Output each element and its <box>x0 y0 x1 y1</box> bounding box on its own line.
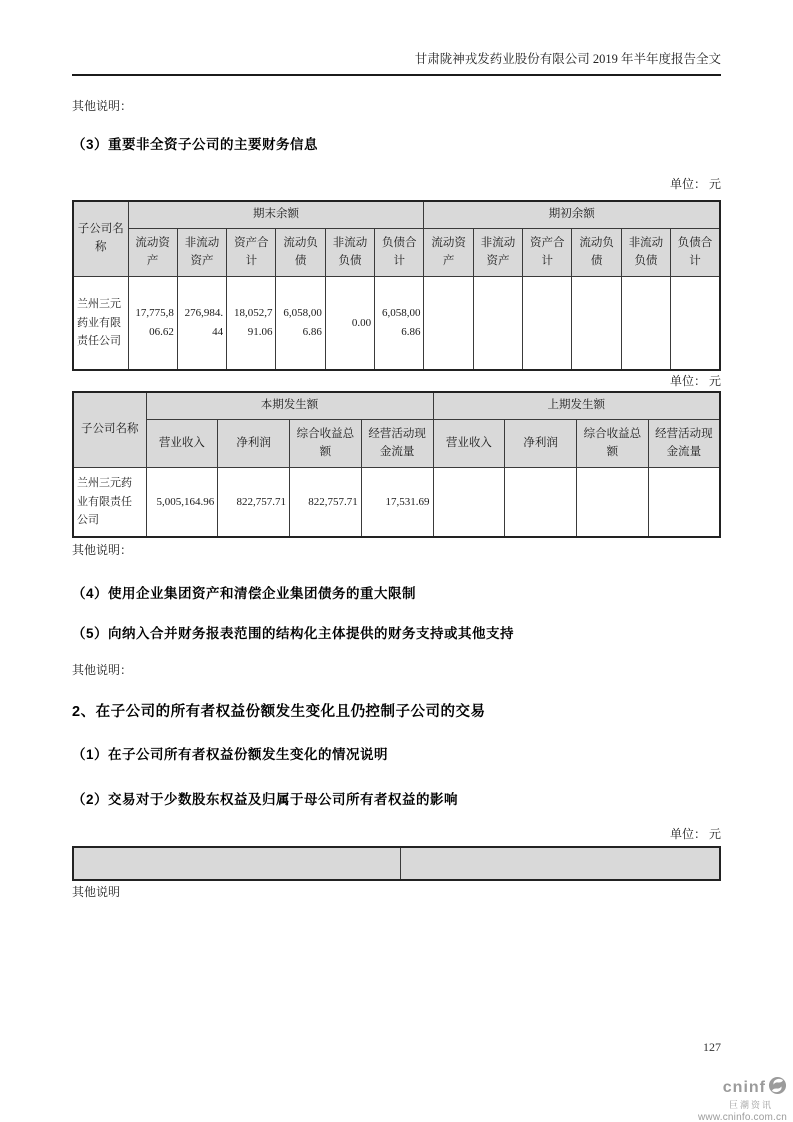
table-row <box>73 847 720 880</box>
col-header: 资产合计 <box>227 229 276 277</box>
group-header-prior-period: 上期发生额 <box>433 392 720 420</box>
corner-header: 子公司名称 <box>73 201 128 277</box>
col-header: 营业收入 <box>433 420 505 468</box>
col-header: 非流动资产 <box>177 229 226 277</box>
heading-section-4: （4）使用企业集团资产和清偿企业集团债务的重大限制 <box>72 586 417 601</box>
page-number: 127 <box>703 1040 721 1054</box>
other-note-2: 其他说明： <box>72 543 133 557</box>
cninfo-brand-text: cninf <box>722 1079 766 1096</box>
cell-net-profit: 822,757.71 <box>218 468 290 538</box>
col-header: 综合收益总额 <box>577 420 649 468</box>
cell-empty <box>73 847 400 880</box>
corner-header: 子公司名称 <box>73 392 146 468</box>
heading-section-2-2: （2）交易对于少数股东权益及归属于母公司所有者权益的影响 <box>72 792 459 807</box>
cell-empty <box>671 277 720 371</box>
subsidiary-performance-table <box>72 391 721 538</box>
unit-label-1: 单位： 元 <box>669 177 721 191</box>
subsidiary-performance-table-wrap <box>72 391 721 538</box>
col-header: 负债合计 <box>375 229 424 277</box>
cell-comprehensive-income: 822,757.71 <box>290 468 362 538</box>
col-header: 资产合计 <box>523 229 572 277</box>
col-header: 流动资产 <box>128 229 177 277</box>
col-header: 非流动负债 <box>621 229 670 277</box>
cell-empty <box>523 277 572 371</box>
col-header: 经营活动现金流量 <box>648 420 720 468</box>
subsidiary-name: 兰州三元药业有限责任公司 <box>73 468 146 538</box>
cell-empty <box>424 277 473 371</box>
cell-empty <box>572 277 621 371</box>
col-header: 营业收入 <box>146 420 218 468</box>
cell-total-liabilities: 6,058,006.86 <box>375 277 424 371</box>
cell-empty <box>433 468 505 538</box>
heading-section-2-1: （1）在子公司所有者权益份额发生变化的情况说明 <box>72 747 389 762</box>
col-header: 流动负债 <box>276 229 325 277</box>
other-note-4: 其他说明 <box>72 885 121 899</box>
document-header-title: 甘肃陇神戎发药业股份有限公司 2019 年半年度报告全文 <box>72 48 721 76</box>
col-header: 综合收益总额 <box>290 420 362 468</box>
cell-noncurrent-assets: 276,984.44 <box>177 277 226 371</box>
subsidiary-balance-table <box>72 200 721 371</box>
cninfo-swirl-icon <box>768 1076 787 1100</box>
cell-empty <box>473 277 522 371</box>
cninfo-url: www.cninfo.com.cn <box>698 1112 787 1122</box>
other-note-1: 其他说明： <box>72 99 133 113</box>
col-header: 净利润 <box>505 420 577 468</box>
col-header: 流动负债 <box>572 229 621 277</box>
heading-section-2: 2、在子公司的所有者权益份额发生变化且仍控制子公司的交易 <box>72 704 486 720</box>
col-header: 负债合计 <box>671 229 720 277</box>
cell-current-liabilities: 6,058,006.86 <box>276 277 325 371</box>
cell-operating-cashflow: 17,531.69 <box>361 468 433 538</box>
equity-change-table <box>72 846 721 881</box>
col-header: 非流动资产 <box>473 229 522 277</box>
cninfo-logo <box>677 1076 787 1122</box>
cell-empty <box>400 847 720 880</box>
group-header-ending: 期末余额 <box>128 201 424 229</box>
heading-section-3: （3）重要非全资子公司的主要财务信息 <box>72 137 319 152</box>
cell-total-assets: 18,052,791.06 <box>227 277 276 371</box>
subsidiary-name: 兰州三元药业有限责任公司 <box>73 277 128 371</box>
table-row <box>73 277 720 371</box>
unit-label-2: 单位： 元 <box>669 374 721 388</box>
cell-empty <box>577 468 649 538</box>
cell-empty <box>648 468 720 538</box>
cell-empty <box>505 468 577 538</box>
subsidiary-balance-table-wrap <box>72 200 721 371</box>
other-note-3: 其他说明： <box>72 663 133 677</box>
cninfo-brand-chinese: 巨潮资讯 <box>728 1099 773 1110</box>
group-header-beginning: 期初余额 <box>424 201 720 229</box>
group-header-current-period: 本期发生额 <box>146 392 433 420</box>
col-header: 净利润 <box>218 420 290 468</box>
cell-empty <box>621 277 670 371</box>
unit-label-3: 单位： 元 <box>669 827 721 841</box>
heading-section-5: （5）向纳入合并财务报表范围的结构化主体提供的财务支持或其他支持 <box>72 626 515 641</box>
cell-revenue: 5,005,164.96 <box>146 468 218 538</box>
cell-current-assets: 17,775,806.62 <box>128 277 177 371</box>
equity-change-table-wrap <box>72 846 721 881</box>
col-header: 非流动负债 <box>325 229 374 277</box>
col-header: 经营活动现金流量 <box>361 420 433 468</box>
col-header: 流动资产 <box>424 229 473 277</box>
table-row <box>73 468 720 538</box>
cell-noncurrent-liabilities: 0.00 <box>325 277 374 371</box>
